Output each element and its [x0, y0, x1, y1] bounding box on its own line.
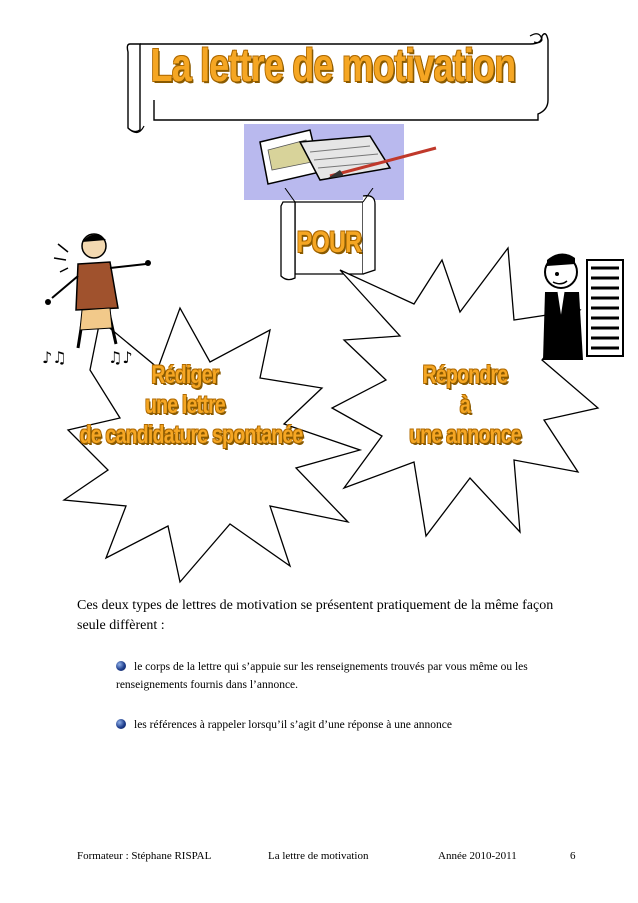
bullet-dot-icon — [116, 661, 126, 671]
newspaper-man-clipart — [535, 248, 630, 373]
svg-text:♫♪: ♫♪ — [108, 348, 133, 367]
left-star-line1: Rédiger — [151, 361, 219, 389]
pour-label: POUR — [296, 226, 362, 259]
page-title: La lettre de motivation — [150, 39, 516, 91]
footer-author: Formateur : Stéphane RISPAL — [77, 850, 212, 862]
bullet-text: le corps de la lettre qui s’appuie sur les renseignements trouvés par vous même ou les renseignements fournis dans l’annonce. — [116, 661, 528, 691]
right-star-line2: à — [459, 391, 471, 419]
footer-page-number: 6 — [570, 850, 576, 862]
bullet-dot-icon — [116, 719, 126, 729]
footer-doc-title: La lettre de motivation — [268, 850, 369, 862]
bullet-text: les références à rappeler lorsqu’il s’agit d’une réponse à une annonce — [134, 719, 453, 731]
right-star-line1: Répondre — [422, 361, 508, 389]
left-star-line3: de candidature spontanée — [79, 421, 303, 449]
bullet-item — [116, 716, 596, 734]
bullet-item — [116, 658, 596, 694]
footer-year: Année 2010-2011 — [438, 850, 517, 862]
right-star-line3: une annonce — [409, 421, 521, 449]
right-star-text — [399, 360, 532, 450]
conductor-man-clipart — [38, 228, 158, 378]
intro-paragraph: Ces deux types de lettres de motivation se présentent pratiquement de la même façon seule diffèrent : — [77, 598, 554, 633]
svg-text:♪♫: ♪♫ — [42, 348, 67, 367]
left-star-line2: une lettre — [145, 391, 225, 419]
